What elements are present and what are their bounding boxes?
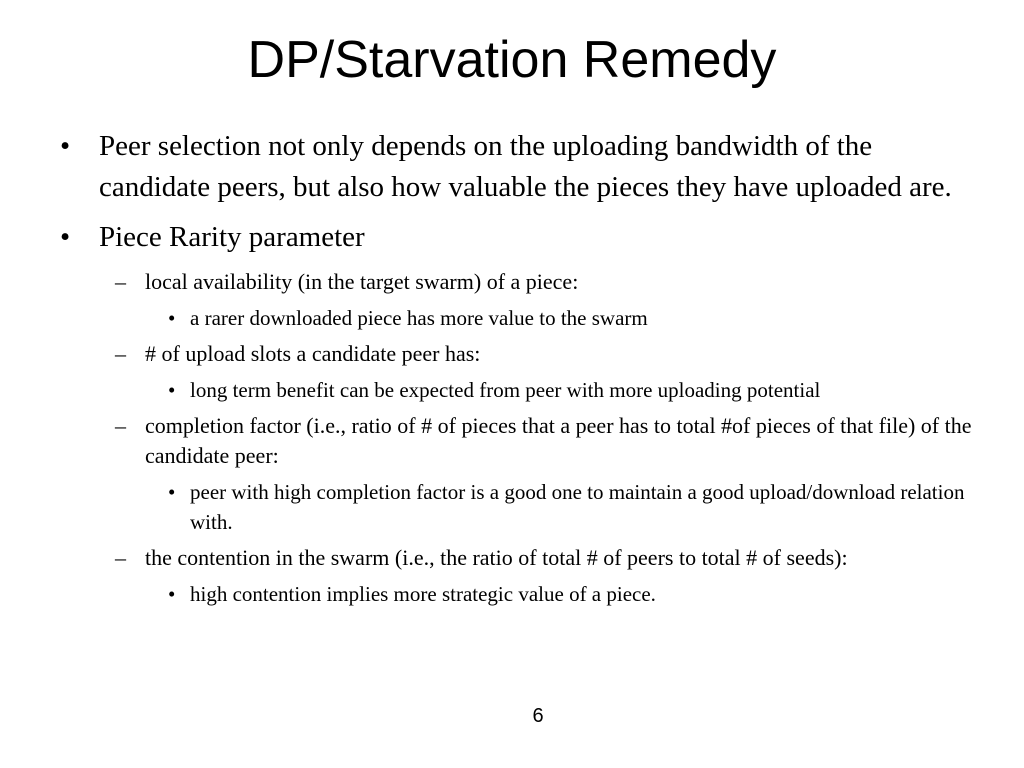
slide-title: DP/Starvation Remedy — [247, 31, 777, 89]
sub-item-text: local availability (in the target swarm) of a piece: — [145, 269, 579, 294]
dash-marker: – — [115, 269, 126, 294]
sub-item — [58, 267, 978, 297]
sub-sub-item-text: peer with high completion factor is a good one to maintain a good upload/download relation with. — [190, 480, 965, 534]
bullet-marker: • — [60, 221, 71, 253]
sub-sub-item-text: long term benefit can be expected from peer with more uploading potential — [190, 378, 821, 402]
sub-item-text: completion factor (i.e., ratio of # of pieces that a peer has to total #of pieces of that file) of the candidate peer: — [145, 413, 972, 468]
bullet-marker: • — [168, 378, 176, 402]
bullet-item — [58, 217, 978, 258]
page-number: 6 — [532, 705, 544, 727]
sub-sub-item — [58, 477, 978, 537]
dash-marker: – — [115, 341, 126, 366]
sub-sub-item — [58, 579, 978, 609]
sub-item-text: # of upload slots a candidate peer has: — [145, 341, 481, 366]
dash-marker: – — [115, 413, 126, 438]
sub-sub-item-text: high contention implies more strategic value of a piece. — [190, 582, 656, 606]
bullet-text: Peer selection not only depends on the uploading bandwidth of the candidate peers, but also how valuable the pieces they have uploaded are. — [99, 130, 952, 203]
sub-item — [58, 339, 978, 369]
sub-sub-item — [58, 375, 978, 405]
bullet-text: Piece Rarity parameter — [99, 221, 365, 253]
slide-body — [58, 126, 978, 615]
bullet-marker: • — [60, 130, 71, 162]
bullet-item — [58, 126, 978, 208]
dash-marker: – — [115, 545, 126, 570]
sub-sub-item — [58, 303, 978, 333]
sub-item — [58, 543, 978, 573]
bullet-marker: • — [168, 582, 176, 606]
bullet-marker: • — [168, 306, 176, 330]
bullet-marker: • — [168, 480, 176, 504]
sub-sub-item-text: a rarer downloaded piece has more value to the swarm — [190, 306, 648, 330]
sub-item — [58, 411, 978, 471]
sub-item-text: the contention in the swarm (i.e., the ratio of total # of peers to total # of seeds): — [145, 545, 848, 570]
